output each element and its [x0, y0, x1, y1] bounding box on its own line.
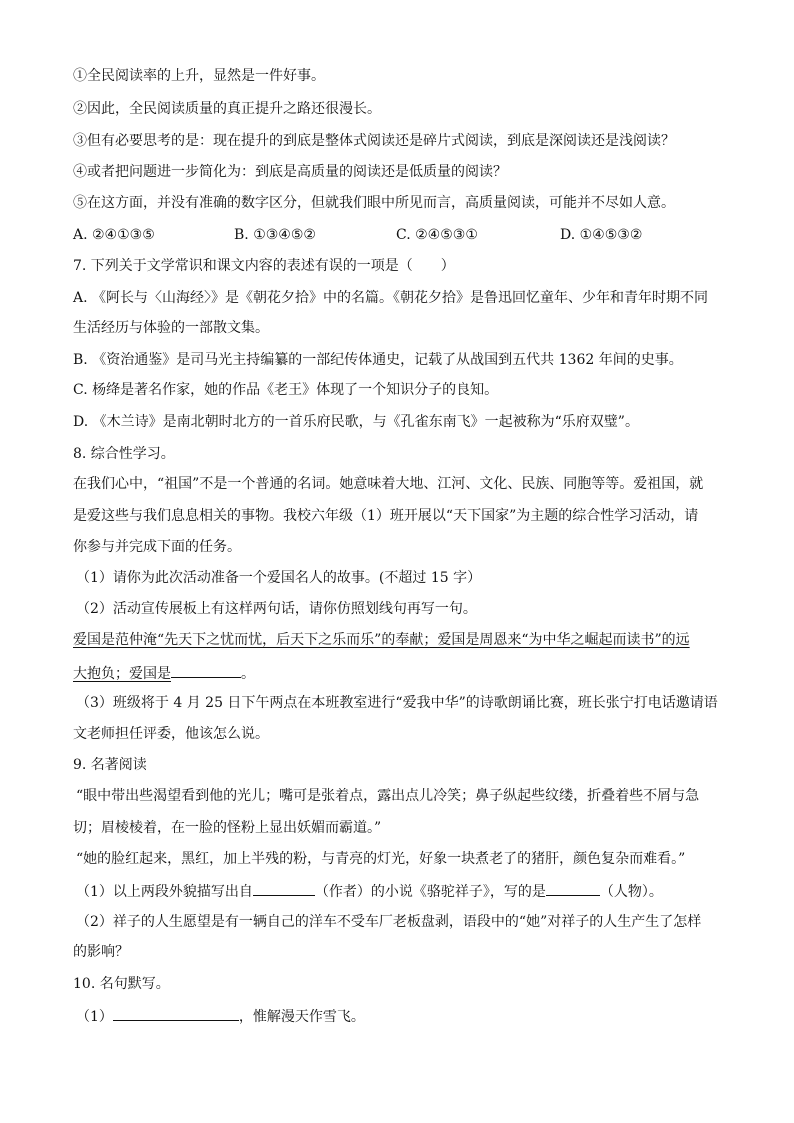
q8-task-3-line2: 文老师担任评委，他该怎么说。 — [73, 726, 269, 742]
q6-option-c: C. ②④⑤③① — [396, 227, 478, 243]
q8-paragraph-line3: 你参与并完成下面的任务。 — [73, 539, 241, 555]
q9-task-1-prefix: （1）以上两段外貌描写出自 — [76, 884, 253, 900]
q10-task-1 — [76, 1005, 365, 1027]
sentence-5: ⑤在这方面，并没有准确的数字区分，但就我们眼中所见而言，高质量阅读，可能并不尽如人意。 — [73, 195, 675, 211]
sentence-2: ②因此，全民阅读质量的真正提升之路还很漫长。 — [73, 101, 381, 117]
q8-example-line1 — [73, 630, 690, 650]
q8-paragraph-line2: 是爱这些与我们息息相关的事物。我校六年级（1）班开展以“天下国家”为主题的综合性学习活动，请 — [73, 508, 699, 524]
q8-example-line2 — [73, 662, 255, 684]
sentence-3: ③但有必要思考的是：现在提升的到底是整体式阅读还是碎片式阅读，到底是深阅读还是浅阅读？ — [73, 133, 675, 149]
underlined-example-end: 大抱负；爱国是 — [73, 666, 171, 682]
q6-option-b: B. ①③④⑤② — [234, 227, 316, 243]
q8-task-2: （2）活动宣传展板上有这样两句话，请你仿照划线句再写一句。 — [76, 601, 477, 617]
q10-stem: 10. 名句默写。 — [73, 976, 170, 992]
character-blank[interactable] — [546, 880, 600, 896]
author-blank[interactable] — [253, 880, 315, 896]
q9-passage2: “她的脸红起来，黑红，加上半残的粉，与青亮的灯光，好象一块煮老了的猪肝，颜色复杂而难看。” — [76, 851, 686, 867]
q9-passage1-line2: 切；眉棱棱着，在一脸的怪粉上显出妖媚而霸道。” — [73, 820, 382, 836]
answer-blank[interactable] — [171, 662, 241, 678]
poem-blank[interactable] — [113, 1005, 239, 1021]
q7-option-d: D. 《木兰诗》是南北朝时北方的一首乐府民歌，与《孔雀东南飞》一起被称为“乐府双璧”。 — [73, 414, 639, 430]
underlined-example: 爱国是范仲淹“先天下之忧而忧，后天下之乐而乐”的奉献；爱国是周恩来“为中华之崛起而读书”的远 — [73, 632, 690, 648]
q7-option-a-line1: A. 《阿长与〈山海经〉》是《朝花夕拾》中的名篇。《朝花夕拾》是鲁迅回忆童年、少年和青年时期不同 — [73, 290, 709, 306]
q10-task-1-prefix: （1） — [76, 1009, 113, 1025]
q9-passage1-line1: “眼中带出些渴望看到他的光儿；嘴可是张着点，露出点儿冷笑；鼻子纵起些纹缕，折叠着些不屑与急 — [76, 788, 700, 804]
q9-task-1 — [76, 880, 663, 902]
q8-task-3-line1: （3）班级将于 4 月 25 日下午两点在本班教室进行“爱我中华”的诗歌朗诵比赛，班长张宁打电话邀请语 — [76, 695, 718, 711]
q7-stem: 7. 下列关于文学常识和课文内容的表述有误的一项是（ ） — [73, 258, 455, 274]
q9-task-2-line2: 的影响？ — [73, 944, 129, 960]
q8-stem: 8. 综合性学习。 — [73, 446, 175, 462]
q6-option-a: A. ②④①③⑤ — [73, 227, 155, 243]
q9-stem: 9. 名著阅读 — [73, 757, 147, 773]
q8-example-period: 。 — [241, 666, 255, 682]
sentence-4: ④或者把问题进一步简化为：到底是高质量的阅读还是低质量的阅读？ — [73, 164, 507, 180]
q8-paragraph-line1: 在我们心中，“祖国”不是一个普通的名词。她意味着大地、江河、文化、民族、同胞等等。爱祖国，就 — [73, 476, 704, 492]
q7-option-a-line2: 生活经历与体验的一部散文集。 — [73, 320, 269, 336]
q7-option-c: C. 杨绛是著名作家，她的作品《老王》体现了一个知识分子的良知。 — [73, 382, 499, 398]
q6-options — [73, 225, 723, 245]
q7-option-b: B. 《资治通鉴》是司马光主持编纂的一部纪传体通史，记载了从战国到五代共 1362 年间的史事。 — [73, 352, 683, 368]
q9-task-1-suffix: （人物）。 — [599, 884, 663, 900]
q9-task-1-middle: （作者）的小说《骆驼祥子》，写的是 — [314, 884, 546, 900]
q6-option-d: D. ①④⑤③② — [560, 227, 643, 243]
q10-task-1-suffix: ，惟解漫天作雪飞。 — [238, 1009, 365, 1025]
q8-task-1: （1）请你为此次活动准备一个爱国名人的故事。(不超过 15 字） — [76, 570, 482, 586]
q9-task-2-line1: （2）祥子的人生愿望是有一辆自己的洋车不受车厂老板盘剥，语段中的“她”对祥子的人生产生了怎样 — [76, 914, 702, 930]
sentence-1: ①全民阅读率的上升，显然是一件好事。 — [73, 68, 325, 84]
